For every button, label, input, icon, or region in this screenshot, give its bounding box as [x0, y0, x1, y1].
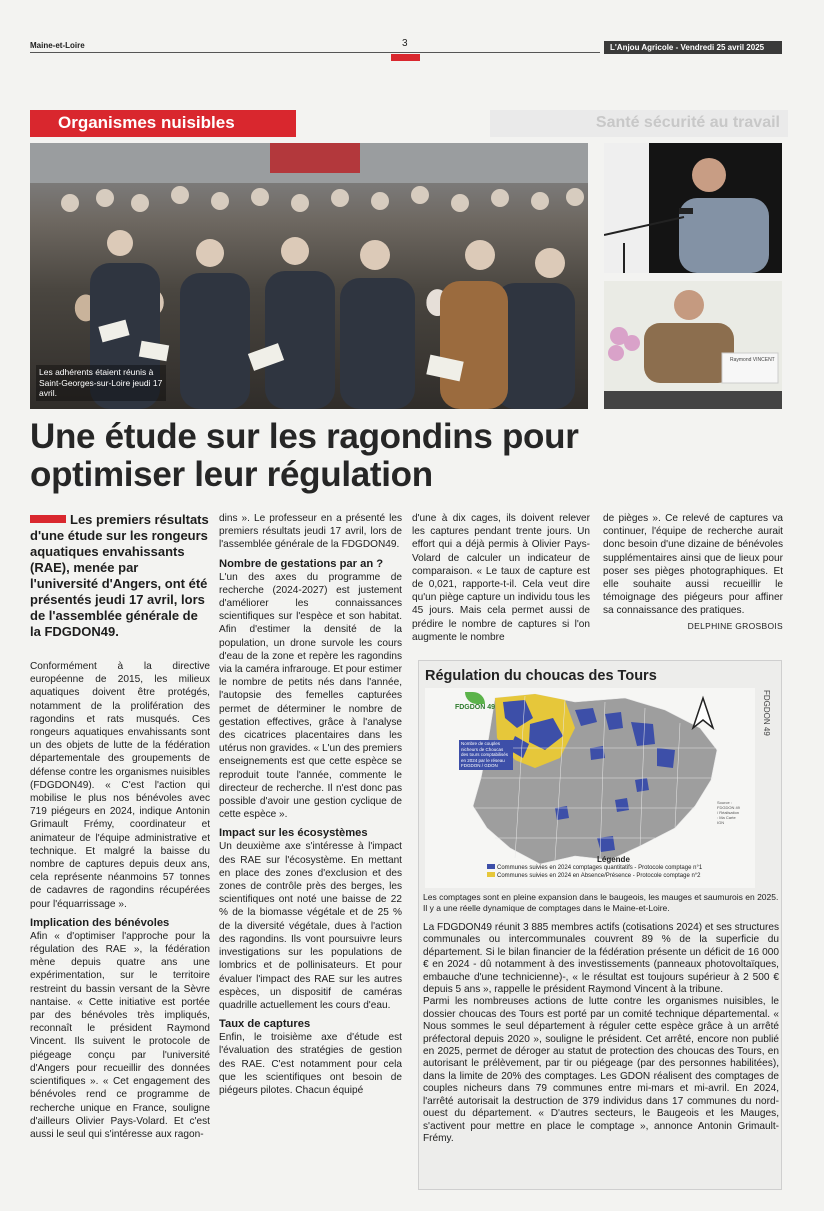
- column-3: [412, 512, 590, 644]
- headline: Une étude sur les ragondins pour optimiser leur régulation: [30, 417, 579, 494]
- byline: DELPHINE GROSBOIS: [687, 620, 783, 631]
- speaker-photo-1: [604, 143, 782, 273]
- photo-caption: Les adhérents étaient réunis à Saint-Georges-sur-Loire jeudi 17 avril.: [36, 365, 166, 401]
- header-left: Maine-et-Loire: [30, 41, 85, 50]
- col2-subhead-1: Nombre de gestations par an ?: [219, 557, 384, 570]
- col4-paragraph-1: de pièges ». Ce relevé de captures va continuer, l'équipe de recherche aurait donc besoin d'une dizaine de bénévoles supplémentaires ainsi que de lieux pour poser ses pièges photographiques. Et elle souhaite aussi recueillir le témoignage des piégeurs pour affiner sa connaissance des pratiques.: [603, 513, 783, 617]
- lead-marker: [30, 515, 66, 523]
- legend-row-1: [487, 864, 755, 872]
- logo-text: FDGDON 49: [454, 704, 496, 711]
- section-label-text: Organismes nuisibles: [58, 113, 235, 132]
- speaker-illustration-2: [604, 281, 782, 409]
- main-photo: [30, 143, 588, 409]
- legend-swatch-yellow: [487, 872, 495, 877]
- legend-swatch-blue: [487, 864, 495, 869]
- page-number-marker: [391, 54, 420, 61]
- legend-2-text: Communes suivies en 2024 en Absence/Présence - Protocole comptage n°2: [497, 873, 701, 879]
- legend-row-2: [487, 872, 755, 880]
- legend-1-text: Communes suivies en 2024 comptages quantitatifs - Protocole comptage n°1: [497, 865, 703, 871]
- map: [425, 688, 755, 888]
- ghost-heading-text: Santé sécurité au travail: [595, 114, 780, 131]
- speaker-banner: Raymond VINCENT: [730, 357, 775, 363]
- fdgdon-logo: [453, 692, 497, 711]
- col2-paragraph-1: dins ». Le professeur en a présenté les premiers résultats jeudi 17 avril, lors de l'assemblée générale de la FDGDON49.: [219, 513, 402, 551]
- col2-paragraph-4: Enfin, le troisième axe d'étude est l'évaluation des stratégies de gestion des RAE. C'est notamment pour cela que les scientifiques ont besoin de piégeurs pilotes. Chacun équipé: [219, 1032, 402, 1096]
- legend-title: Légende: [597, 855, 630, 864]
- column-2: [219, 512, 402, 1097]
- section-label: [30, 110, 296, 137]
- header-right: L'Anjou Agricole - Vendredi 25 avril 2025: [604, 41, 782, 54]
- col2-paragraph-2: L'un des axes du programme de recherche (2024-2027) est justement d'améliorer les connaissances scientifiques sur l'espèce et son habitat. Afin d'estimer la densité de la population, un drone survole les cours d'eau de la zone et repère les ragondins via la caméra infrarouge. Et pour estimer le nombre de petits nés dans l'année, l'autopsie des femelles capturées permet de déterminer le nombre de gestation effectives, grâce à l'analyse des cicatrices placentaires dans les utérus non gravides. « L'un des premiers enseignements est que cette espèce se reproduit toute l'année, commente le directeur de recherche. Il n'est donc pas possible d'avoir une gestion cyclique de cette espèce ».: [219, 571, 402, 821]
- ghost-heading: [490, 110, 788, 137]
- col2-paragraph-3: Un deuxième axe s'intéresse à l'impact des RAE sur l'écosystème. En mettant en place des zones d'exclusion et des zones de contrôle près des berges, les scientifiques ont noté une baisse de 22 % de la biomasse végétale et de 25 % de la diversité végétale, dues à l'action des ragondins. Ils vont poursuivre leurs investigations sur les populations de lombrics et de pollinisateurs. Et pour évaluer l'impact des RAE sur les autres espèces, un dispositif de caméras quadrille actuellement les cours d'eau.: [219, 841, 402, 1011]
- column-1: [30, 512, 210, 1141]
- page-number: 3: [402, 38, 408, 49]
- col1-subhead: Implication des bénévoles: [30, 916, 170, 929]
- map-source: Source : FDGDON 49 / Réalisation : Ma Carte IGN: [717, 800, 740, 825]
- column-4: [603, 512, 783, 633]
- lead-text: Les premiers résultats d'une étude sur les rongeurs aquatiques envahissants (RAE), menée par l'université d'Angers, ont été présentés jeudi 17 avril, lors de l'assemblée générale de la FDGDON49.: [30, 512, 209, 639]
- legend: [487, 855, 755, 880]
- col2-subhead-3: Taux de captures: [219, 1018, 311, 1031]
- col1-paragraph-2: Afin « d'optimiser l'approche pour la régulation des RAE », la fédération mène depuis quatre ans une expérimentation, sur le territoire restreint du bassin versant de la Sèvre nantaise. « Cette initiative est portée par des bénévoles très impliqués, reconnaît le président Raymond Vincent. Ils suivent le protocole de piégeage conçu par l'université d'Angers pour recueillir des données scientifiques ». « Cet engagement des bénévoles rend ce programme de recherche unique en France, souligne d'ailleurs Olivier Pays-Volard. Et c'est aussi le seul qui s'intéresse aux ragon-: [30, 930, 210, 1140]
- box-text: [423, 922, 779, 1145]
- col3-paragraph-1: d'une à dix cages, ils doivent relever les captures pendant trente jours. Un effort qui a déjà permis à Olivier Pays-Volard de calculer un indicateur de comparaison. « Le taux de capture est de 0,021, rapporte-t-il. Cela veut dire qu'un piège capture un individu tous les 45 jours. Mais cela permet aussi de prédire le nombre de captures si l'on augmente le nombre: [412, 513, 590, 643]
- col1-paragraph-1: Conformément à la directive européenne de 2015, les milieux aquatiques doivent être protégés, notamment de la prolifération des ragondins et rats musqués. Ces rongeurs aquatiques envahissants sont un des objets de lutte de la fédération départementale des groupements de défense contre les organismes nuisibles (FDGDON49). « C'est l'action qui mobilise le plus nos bénévoles avec 719 piégeurs en 2024, indique Antonin Grimault Frémy, coordinateur et animateur de l'équipe administrative et technique. Et malgré la baisse du nombre de captures depuis deux ans, cela représente néanmoins 57 tonnes de cadavres de ragondins récupérées pour l'équarrissage ».: [30, 661, 210, 910]
- box-side-label: FDGDON 49: [762, 690, 771, 736]
- leaf-icon: [465, 692, 485, 704]
- col2-subhead-2: Impact sur les écosystèmes: [219, 827, 368, 840]
- lead-block: [30, 512, 210, 640]
- map-note: Nombre de couples nicheurs de Choucas des tours comptabilisés en 2024 par le réseau FDGDON / GDON: [459, 740, 513, 770]
- box-title: Régulation du choucas des Tours: [425, 668, 657, 684]
- box-paragraph-1: La FDGDON49 réunit 3 885 membres actifs (cotisations 2024) et ses structures communales ou intercommunales couvrent 89 % de la superficie du département. Si le bilan financier de la fédération présente un déficit de 16 000 € en 2024 - dû notamment à des investissements (panneaux photovoltaïques, embauche d'une technicienne)-, « le résultat est toujours supérieur à 2 500 € depuis 5 ans », rappelle le président Raymond Vincent à la tribune.: [423, 922, 779, 996]
- header-rule: [30, 52, 600, 53]
- speaker-photo-2: [604, 281, 782, 409]
- speaker-illustration-1: [604, 143, 782, 273]
- map-caption: Les comptages sont en pleine expansion dans le baugeois, les mauges et saumurois en 2025. Il y a une réelle dynamique de comptages dans le Maine-et-Loire.: [423, 892, 779, 913]
- box-paragraph-2: Parmi les nombreuses actions de lutte contre les organismes nuisibles, le dossier choucas des Tours est porté par un comité technique départemental. « Nous sommes le seul département à réguler cette espèce grâce à un arrêté préfectoral depuis 2020 », souligne le président. Cet arrêté, encore non publié en 2025, permet de déroger au statut de protection des choucas des Tours, en autorisant le prélèvement, par tir ou piégeage (par des personnes habilitées), dans la limite de 20% des comptages. Les GDON réalisent des comptages de couples nicheurs dans 79 communes entre mi-mars et mi-avril. En 2024, l'arrêté autorisait la destruction de 379 individus dans 17 communes du nord-ouest du département. « D'autres secteurs, le Baugeois et les Mauges, s'activent pour mettre en place le comptage », annonce Antonin Grimault-Frémy.: [423, 996, 779, 1144]
